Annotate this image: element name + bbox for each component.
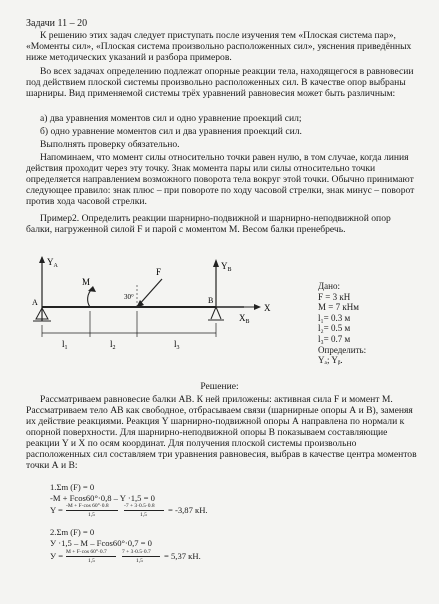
- given-m: M = 7 кНм: [318, 302, 359, 313]
- label-yb: $Y_B$: [221, 261, 232, 273]
- given-block: [318, 281, 366, 366]
- label-point-b: B: [208, 296, 214, 305]
- eq2-result: = 5,37 кН.: [164, 551, 201, 561]
- given-f: F = 3 кН: [318, 291, 351, 302]
- eq2-frac-2: [122, 556, 160, 557]
- eq1-num2: -7 + 3·0.5·0.8: [124, 503, 155, 509]
- label-l3: $l_3$: [174, 339, 180, 351]
- label-xb: $X_B$: [239, 313, 250, 325]
- intro-paragraph-2: Во всех задачах определению подлежат опорные реакции тела, находящегося в равновесии под действием плоской системы произвольно расположенных сил. В качестве опор выбраны шарниры. Вид применяемой системы трёх уравнений равновесия может быть различным:: [26, 66, 414, 99]
- label-x: X: [264, 303, 271, 313]
- given-l3: l₃= 0.7 м: [318, 333, 351, 344]
- eq1-line1: 1.Σm (F) = 0: [50, 482, 95, 492]
- eq1-frac-1: [66, 510, 118, 511]
- given-title: Дано:: [318, 281, 340, 291]
- eq1-num: -M + F·cos 60°·0.8: [66, 503, 109, 509]
- eq2-num: M + F·cos 60°·0.7: [66, 549, 107, 555]
- ya-arrow-head: [39, 256, 45, 263]
- solution-title: Решение:: [200, 381, 239, 392]
- label-point-a: A: [32, 298, 38, 307]
- example-statement: Пример2. Определить реакции шарнирно-подвижной и шарнирно-неподвижной опор балки, нагруженной силой F и парой с моментом M. Весом балки пренебречь.: [26, 213, 391, 235]
- page-title: Задачи 11 – 20: [26, 18, 88, 29]
- option-b: б) одно уравнение моментов сил и два уравнения проекций сил.: [40, 126, 302, 137]
- label-m: M: [82, 277, 91, 287]
- eq2-den: 1,5: [88, 558, 95, 564]
- eq2-num2: 7 + 3·0.5·0.7: [122, 549, 151, 555]
- label-angle: 30°: [124, 293, 134, 301]
- eq1-frac-2: [124, 510, 164, 511]
- given-l1: l₁= 0.3 м: [318, 312, 351, 323]
- label-l2: $l_2$: [110, 339, 116, 351]
- given-find: Определить:: [318, 344, 367, 355]
- support-b-leg-1: [211, 307, 216, 319]
- eq1-result: = -3,87 кН.: [168, 505, 208, 515]
- eq1-den: 1,5: [88, 512, 95, 518]
- eq1-line3-label: Y =: [50, 505, 63, 515]
- beam-diagram: [30, 255, 290, 360]
- solution-paragraph: Рассматриваем равновесие балки АВ. К ней приложены: активная сила F и момент М. Рассматриваем тело АВ как свободное, отбрасываем связи (шарнирные опоры А и В), заменяя их действие реакциями. Реакция Y шарнирно-подвижной опоры А направлена по нормали к опорной поверхности. Для шарнирно-неподвижной опоры В показываем составляющие реакции Y и X по осям координат. Для получения плоской системы произвольно расположенных сил составляем три уравнения равновесия, выбрав в качестве центра моментов точки А и В:: [26, 394, 417, 471]
- eq2-den2: 1,5: [136, 558, 143, 564]
- eq1-line2: -M + Fcos60°·0,8 – Y ·1,5 = 0: [50, 493, 155, 503]
- check-note: Выполнять проверку обязательно.: [40, 139, 180, 150]
- label-l1: $l_1$: [62, 339, 68, 351]
- label-ya: $Y_A$: [47, 257, 58, 269]
- moment-arc: [88, 289, 92, 307]
- support-b-leg-2: [216, 307, 221, 319]
- intro-paragraph-3: Напоминаем, что момент силы относительно точки равен нулю, в том случае, когда линия действия проходит через эту точку. Знак момента пары или силы относительно точки определяется направлением возможного поворота тела вокруг этой точки. Обычно принимают следующее правило: знак плюс – при повороте по ходу часовой стрелки, знак минус – поворот против хода часовой стрелки.: [26, 152, 415, 207]
- eq2-line1: 2.Σm (F) = 0: [50, 527, 95, 537]
- option-a: а) два уравнения моментов сил и одно уравнение проекций сил;: [40, 113, 302, 124]
- label-f: F: [156, 267, 162, 277]
- eq2-line2: У ·1,5 – M – Fcos60°·0,7 = 0: [50, 538, 152, 548]
- eq1-den2: 1,5: [140, 512, 147, 518]
- given-l2: l₂= 0.5 м: [318, 323, 351, 334]
- eq2-frac-1: [66, 556, 116, 557]
- x-axis-arrow: [254, 304, 261, 310]
- yb-arrow-head: [213, 259, 219, 267]
- eq2-line3-label: У =: [50, 551, 64, 561]
- given-unknowns: Yₐ; Yᵦ.: [318, 355, 343, 366]
- intro-paragraph-1: К решению этих задач следует приступать после изучения тем «Плоская система пар», «Моменты сил», «Плоская система произвольно расположенных сил», уяснения приведённых ниже методических указаний и разбора примеров.: [26, 30, 412, 63]
